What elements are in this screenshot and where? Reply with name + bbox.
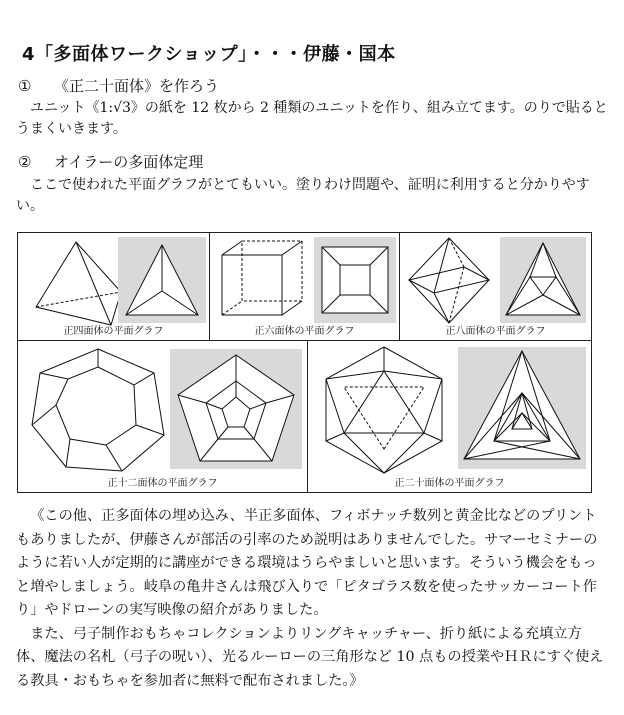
icosa-cell xyxy=(308,341,591,492)
dodeca-graph xyxy=(170,349,302,469)
hexa-drawing xyxy=(218,237,308,327)
icosa-caption: 正二十面体の平面グラフ xyxy=(394,478,505,489)
section-2-label: オイラーの多面体定理 xyxy=(54,153,204,171)
octa-cell xyxy=(400,233,591,341)
section-2-number: ② xyxy=(18,153,32,171)
dodeca-cell xyxy=(18,341,308,492)
section-1-label: 《正二十面体》を作ろう xyxy=(54,77,220,95)
icosa-drawing xyxy=(314,343,454,477)
page-title: 4「多面体ワークショップ」・・・伊藤・国本 xyxy=(22,44,396,65)
tetra-graph xyxy=(118,237,206,323)
dodeca-caption: 正十二面体の平面グラフ xyxy=(107,478,218,489)
paragraph-1: ユニット《1:√3》の紙を 12 枚から 2 種類のユニットを作り、組み立てます。のりで貼るとうまくいきます。 xyxy=(16,100,608,137)
hexa-graph xyxy=(314,237,396,323)
section-1-heading xyxy=(18,75,219,96)
octa-drawing xyxy=(404,235,494,329)
tetra-drawing xyxy=(26,237,126,332)
icosa-graph xyxy=(458,347,586,469)
octa-caption: 正八面体の平面グラフ xyxy=(445,326,546,337)
body-text xyxy=(16,505,610,693)
body-paragraph-2: また、弓子制作おもちゃコレクションよりリングキャッチャー、折り紙による充填立方体、魔法の名札（弓子の呪い）、光るルーローの三角形など 10 点もの授業やＨＲにすぐ使える教具・おもちゃを参加者に無料で配布されました。》 xyxy=(16,625,604,689)
dodeca-drawing xyxy=(26,345,171,475)
polyhedra-figure xyxy=(17,232,592,493)
hexa-cell xyxy=(210,233,400,341)
body-paragraph-1: 《この他、正多面体の埋め込み、半正多面体、フィボナッチ数列と黄金比などのプリントもありましたが、伊藤さんが部活の引率のため説明はありませんでした。サマーセミナーのように若い人が定期的に講座ができる環境はうらやましいと思います。そういう機会をもっと増やしましょう。岐阜の亀井さんは飛び入りで「ピタゴラス数を使ったサッカーコート作り」やドローンの実写映像の紹介がありました。 xyxy=(16,508,598,618)
hexa-caption: 正六面体の平面グラフ xyxy=(254,326,355,337)
tetra-cell xyxy=(18,233,210,341)
tetra-caption: 正四面体の平面グラフ xyxy=(63,326,164,337)
octa-graph xyxy=(500,237,586,323)
section-1-number: ① xyxy=(18,77,32,95)
paragraph-2: ここで使われた平面グラフがとてもいい。塗りわけ問題や、証明に利用すると分かりやすい。 xyxy=(16,177,590,214)
section-2-heading xyxy=(18,151,203,172)
